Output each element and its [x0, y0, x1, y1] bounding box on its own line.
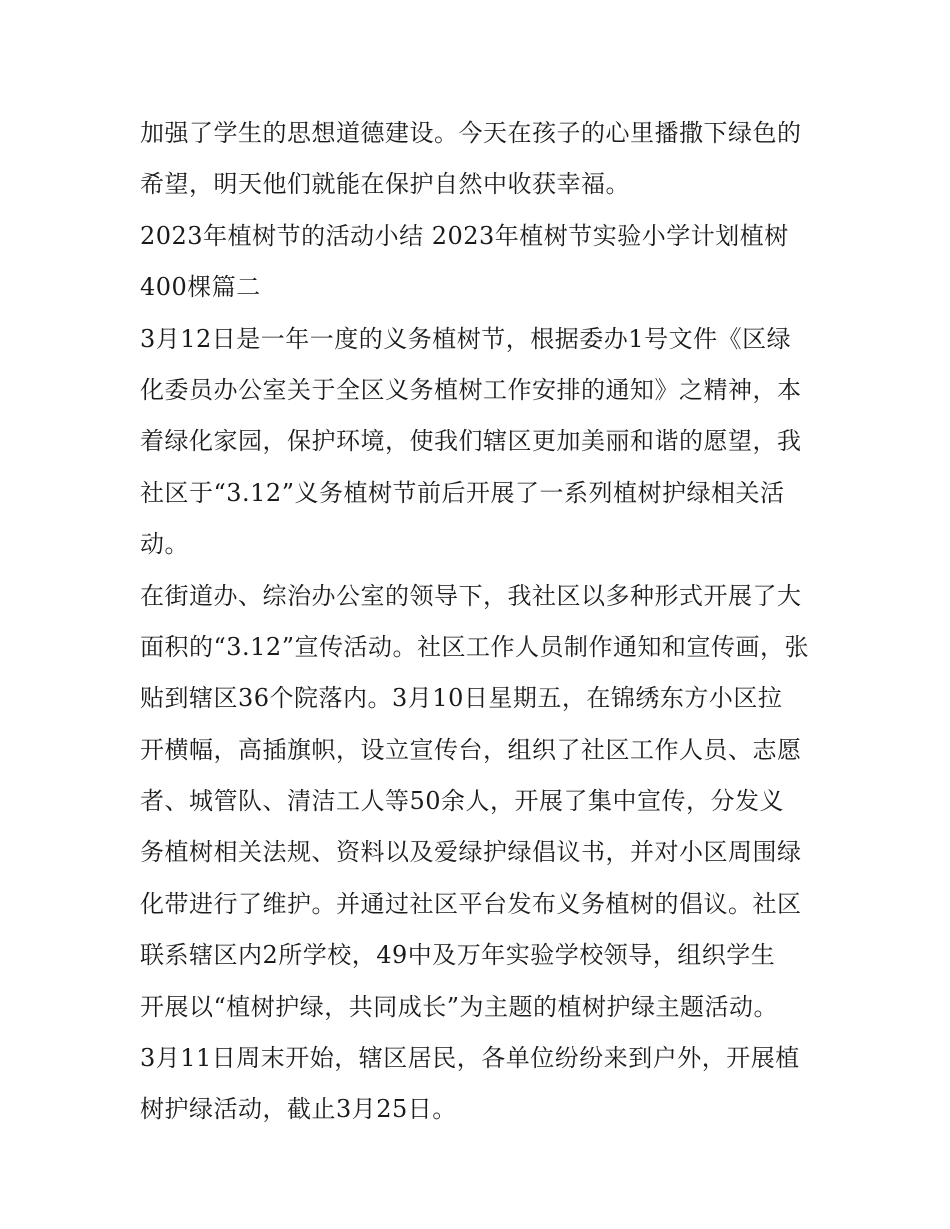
text-line: 开展以“植树护绿，共同成长”为主题的植树护绿主题活动。 [140, 992, 779, 1021]
text-line: 3月12日是一年一度的义务植树节，根据委办1号文件《区绿 [140, 324, 792, 353]
text-line: 者、城管队、清洁工人等50余人，开展了集中宣传，分发义 [140, 787, 785, 816]
paragraph-publicity [140, 571, 820, 1034]
text-line: 在街道办、综治办公室的领导下，我社区以多种形式开展了大 [140, 581, 802, 610]
text-line: 面积的“3.12”宣传活动。社区工作人员制作通知和宣传画，张 [140, 632, 809, 661]
paragraph-intro [140, 314, 820, 571]
paragraph-activity [140, 1033, 820, 1136]
paragraph-continuation [140, 108, 820, 211]
text-line: 加强了学生的思想道德建设。今天在孩子的心里播撒下绿色的 [140, 119, 802, 147]
heading-line: 400棵篇二 [140, 273, 261, 302]
text-line: 树护绿活动，截止3月25日。 [140, 1095, 457, 1124]
text-line: 开横幅，高插旗帜，设立宣传台，组织了社区工作人员、志愿 [140, 735, 802, 764]
text-line: 社区于“3.12”义务植树节前后开展了一系列植树护绿相关活 [140, 478, 785, 507]
text-line: 动。 [140, 530, 189, 559]
text-line: 贴到辖区36个院落内。3月10日星期五，在锦绣东方小区拉 [140, 684, 783, 713]
text-line: 3月11日周末开始，辖区居民，各单位纷纷来到户外，开展植 [140, 1044, 800, 1073]
text-line: 着绿化家园，保护环境，使我们辖区更加美丽和谐的愿望，我 [140, 427, 802, 456]
text-line: 联系辖区内2所学校，49中及万年实验学校领导，组织学生 [140, 941, 776, 970]
text-line: 希望，明天他们就能在保护自然中收获幸福。 [140, 170, 630, 199]
section-heading [140, 211, 820, 314]
document-body [140, 108, 820, 1136]
heading-line: 2023年植树节的活动小结 2023年植树节实验小学计划植树 [140, 221, 789, 250]
text-line: 务植树相关法规、资料以及爱绿护绿倡议书，并对小区周围绿 [140, 838, 802, 867]
text-line: 化委员办公室关于全区义务植树工作安排的通知》之精神，本 [140, 375, 802, 404]
text-line: 化带进行了维护。并通过社区平台发布义务植树的倡议。社区 [140, 889, 802, 918]
